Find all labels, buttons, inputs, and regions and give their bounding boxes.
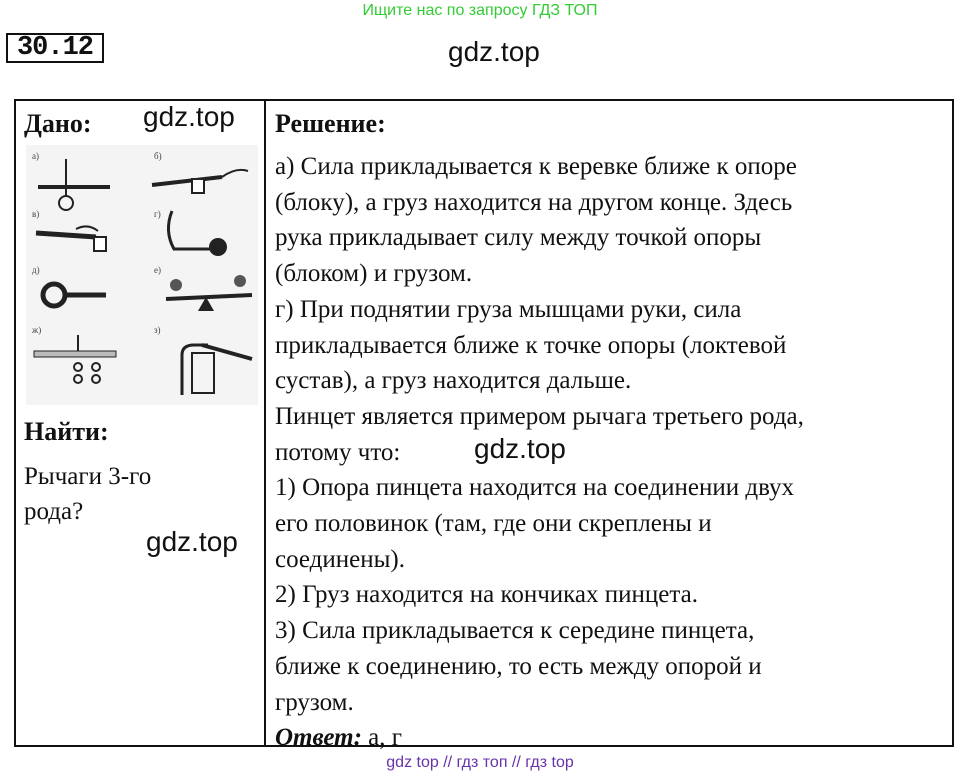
solution-line: рука прикладывает силу между точкой опоры [275, 224, 762, 252]
solution-line: прикладывается ближе к точке опоры (локтевой [275, 331, 787, 359]
solution-line: ближе к соединению, то есть между опорой и [275, 652, 762, 680]
footer-links: gdz top // гдз топ // гдз top [386, 754, 574, 771]
top-banner: Ищите нас по запросу ГДЗ ТОП [362, 2, 598, 19]
find-line: Рычаги 3-го [24, 463, 152, 490]
watermark: gdz.top [143, 101, 235, 132]
watermark: gdz.top [448, 36, 540, 67]
solution-line: Пинцет является примером рычага третьего рода, [275, 402, 804, 430]
solution-line: 3) Сила прикладывается к середине пинцета, [275, 617, 755, 645]
figure-label: а) [32, 151, 39, 161]
solution-label: Решение: [275, 109, 386, 138]
column-divider [264, 101, 266, 745]
figure-label: г) [154, 209, 161, 219]
solution-line: грузом. [275, 688, 354, 716]
solution-line: 1) Опора пинцета находится на соединении двух [275, 474, 795, 502]
lever-examples-figure [26, 145, 258, 405]
solution-line: его половинок (там, где они скреплены и [275, 510, 712, 538]
solution-line: потому что: [275, 438, 401, 466]
find-text [24, 459, 224, 529]
find-line: рода? [24, 498, 84, 525]
answer-line [275, 720, 945, 756]
watermark: gdz.top [146, 526, 238, 557]
solution-line: соединены). [275, 545, 405, 573]
figure-label: з) [154, 325, 161, 335]
figure-label: е) [154, 265, 161, 275]
solution-line: 2) Груз находится на кончиках пинцета. [275, 581, 698, 609]
given-label: Дано: [24, 109, 92, 138]
solution-table [14, 99, 954, 752]
watermark: gdz.top [474, 433, 566, 464]
solution-line: г) При поднятии груза мышцами руки, сила [275, 295, 742, 323]
find-label: Найти: [24, 417, 109, 446]
answer-label: Ответ: [275, 724, 362, 752]
solution-line: (блоку), а груз находится на другом конце. Здесь [275, 188, 793, 216]
figure-label: ж) [32, 325, 42, 335]
figure-label: д) [32, 265, 40, 275]
figure-label: в) [32, 209, 40, 219]
task-number: 30.12 [6, 33, 104, 63]
answer-value: а, г [361, 724, 403, 752]
figure-label: б) [154, 151, 162, 161]
solution-line: (блоком) и грузом. [275, 260, 473, 288]
solution-line: сустав), а груз находится дальше. [275, 367, 632, 395]
solution-text [275, 149, 945, 756]
solution-line: а) Сила прикладывается к веревке ближе к опоре [275, 153, 797, 180]
